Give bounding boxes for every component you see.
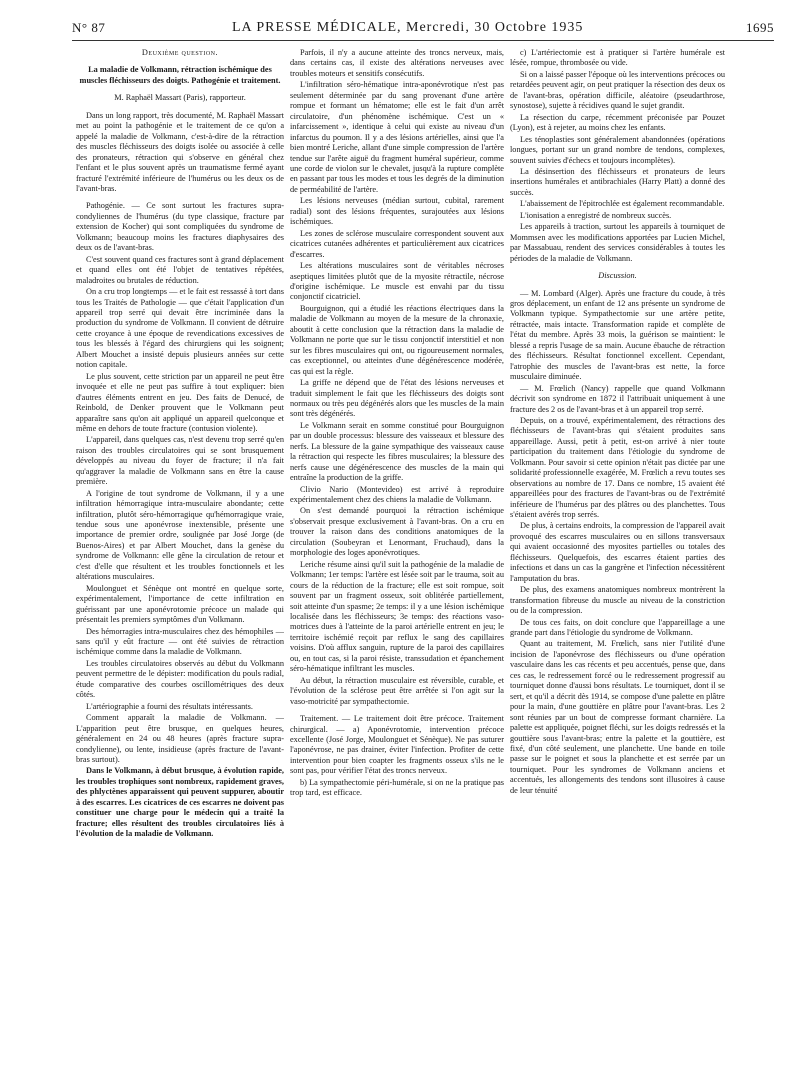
paragraph: Les lésions nerveuses (médian surtout, cubital, rarement radial) sont des lésions fréquentes, surajoutées aux lésions ischémiques.	[290, 196, 504, 227]
paragraph: La griffe ne dépend que de l'état des lésions nerveuses et traduit simplement le fait que les fléchisseurs des doigts sont normaux ou très peu dégénérés alors que les muscles de la main sont très dégénérés.	[290, 378, 504, 419]
paragraph: b) La sympathectomie péri-humérale, si on ne la pratique pas trop tard, est efficace.	[290, 777, 504, 798]
article-author: M. Raphaël Massart (Paris), rapporteur.	[114, 93, 246, 103]
column-3	[510, 48, 725, 1070]
discussion-paragraph: De plus, des examens anatomiques nombreux montrèrent la transformation fibreuse du muscle au niveau de la constriction ou de la compression.	[510, 585, 725, 616]
paragraph: Les zones de sclérose musculaire correspondent souvent aux cicatrices cutanées adhérentes et particulièrement aux cicatrices d'escarres.	[290, 228, 504, 259]
paragraph: La résection du carpe, récemment préconisée par Pouzet (Lyon), est à rejeter, au moins chez les enfants.	[510, 112, 725, 133]
paragraph: La désinsertion des fléchisseurs et pronateurs de leurs insertions humérales et antibrachiales (Harry Platt) a donné des succès.	[510, 166, 725, 197]
journal-title: LA PRESSE MÉDICALE, Mercredi, 30 Octobre 1935	[232, 20, 584, 35]
paragraph: Le Volkmann serait en somme constitué pour Bourguignon par un double processus: blessure des vaisseaux et blessure des nerfs. La blessure de la gaine sympathique des vaisseaux cause la rétraction qui respecte les fibres musculaires; la blessure des nerfs cause une dégénérescence des muscles de la main qui entraîne la production de la griffe.	[290, 420, 504, 483]
paragraph: Traitement. — Le traitement doit être précoce. Traitement chirurgical. — a) Aponévrotomie, intervention précoce excellente (José Jorge, Moulonguet et Sénèque). Ne pas suturer l'aponévrose, ne pas drainer, éviter l'infection. Profiter de cette intervention pour bien coapter les fragments osseux s'ils ne le sont pas, pour vérifier l'état des troncs nerveux.	[290, 714, 504, 776]
paragraph: A l'origine de tout syndrome de Volkmann, il y a une infiltration hémorragique intra-musculaire abondante; cette infiltration, plutôt séro-hémorragique qu'hémorragique vraie, tendue sous une aponévrose inextensible, présente une importance de premier ordre, soulignée par José Jorge (de Buenos-Aires) et par Albert Mouchet, dans la genèse du syndrome de Volkmann: elle gêne la circulation de retour et c'est d'elle que résultent et les troubles fonctionnels et les altérations musculaires.	[76, 488, 284, 582]
section-label: Deuxième question.	[141, 48, 219, 57]
paragraph: Le plus souvent, cette striction par un appareil ne peut être invoquée et elle ne peut pas suffire à tout expliquer: bien d'autres éléments entrent en jeu. Des faits de Denucé, de Reinbold, de Denker prouvent que le Volkmann peut apparaître sans qu'on ait appliqué un appareil quelconque et même en dehors de toute fracture (contusion violente).	[76, 371, 284, 433]
paragraph: L'artériographie a fourni des résultats intéressants.	[86, 701, 253, 711]
paragraph: Les ténoplasties sont généralement abandonnées (opérations longues, portant sur un grand nombre de tendons, complexes, souvent suivies d'échecs et toujours incomplètes).	[510, 134, 725, 165]
page-header	[72, 20, 774, 40]
paragraph: Leriche résume ainsi qu'il suit la pathogénie de la maladie de Volkmann; 1er temps: l'artère est lésée soit par le trauma, soit au cours de la réduction de la fracture; elle est soit rompue, soit souvent par un fragment osseux, soit oblitérée partiellement, soit atteinte d'un spasme; 2e temps: il y a une lésion ischémique localisée dans les fléchisseurs; 3e temps: des réactions vaso-motrices dues à l'atteinte de la paroi artérielle entrent en jeu; le territoire ischémié reçoit par reflux le sang des capillaires voisins. D'où afflux sanguin, rupture de la paroi des capillaires ou, en tout cas, si la paroi résiste, transsudation et épanchement séro-hématique infiltrant les muscles.	[290, 559, 504, 674]
paragraph: Clivio Nario (Montevideo) est arrivé à reproduire expérimentalement chez des chiens la maladie de Volkmann.	[290, 484, 504, 505]
paragraph: Les altérations musculaires sont de véritables nécroses aseptiques limitées plutôt que de la myosite rétractile, nécrose d'origine ischémique. Le muscle est envahi par du tissu conjonctif cicatriciel.	[290, 261, 504, 302]
paragraph: Parfois, il n'y a aucune atteinte des troncs nerveux, mais, dans certains cas, il existe des altérations nerveuses avec troubles moteurs et sensitifs consécutifs.	[290, 48, 504, 78]
discussion-paragraph: — M. Frœlich (Nancy) rappelle que quand Volkmann décrivit son syndrome en 1872 il l'attribuait uniquement à une fracture des 2 os de l'avant-bras et à un appareil trop serré.	[510, 383, 725, 414]
paragraph: Dans un long rapport, très documenté, M. Raphaël Massart met au point la pathogénie et le traitement de ce qu'on a appelé la maladie de Volkmann, c'est-à-dire de la rétraction des muscles fléchisseurs des doigts isolée ou associée à celle des pronateurs, rétraction qui s'observe en général chez l'enfant et le plus souvent après un traumatisme fermé ayant fracturé l'extrémité inférieure de l'humérus ou les deux os de l'avant-bras.	[76, 110, 284, 193]
issue-number: N° 87	[72, 20, 106, 35]
paragraph: L'infiltration séro-hématique intra-aponévrotique n'est pas seulement déterminée par du sang provenant d'une artère rompue et formant un hématome; elle est le fait d'un arrêt circulatoire, d'un phénomène ischémique. C'est un « infarcissement », identique à celui qui existe au niveau d'un infarctus du poumon. Il y a des lésions artérielles, ainsi que l'a bien montré Leriche, allant d'une simple compression de l'artère tendue sur l'arête aiguë du fragment huméral supérieur, comme une corde de violon sur le chevalet, jusqu'à la rupture complète en passant par tous les modes et tous les degrés de la diminution de perméabilité de l'artère.	[290, 80, 504, 194]
paragraph: On s'est demandé pourquoi la rétraction ischémique s'observait presque exclusivement à l'avant-bras. On a cru en trouver la raison dans des conditions anatomiques de la circulation (Soubeyran et Lenormant, Fruchaud), dans la morphologie des loges aponévrotiques.	[290, 506, 504, 558]
discussion-paragraph: Depuis, on a trouvé, expérimentalement, des rétractions des fléchisseurs de l'avant-bras qui s'étaient produites sans appareillage. Aussi, petit à petit, est-on arrivé à nier toute participation du traitement dans l'étiologie du syndrome de Volkmann. Pour savoir si cette opinion n'était pas dictée par une solidarité professionnelle exagérée, M. Frœlich a revu toutes ses observations au nombre de 17. Dans ce nombre, 15 avaient été appareillées pour des fractures de l'avant-bras ou de l'extrémité inférieure de l'humérus par des plâtres ou des planchettes. Tous s'étaient avérés trop serrés.	[510, 415, 725, 520]
discussion-heading: Discussion.	[598, 271, 637, 281]
paragraph: Si on a laissé passer l'époque où les interventions précoces ou retardées peuvent agir, on peut pratiquer la résection des deux os de l'avant-bras, opération difficile, aléatoire (pseudarthrose, synostose), sujette à récidives quand le sujet grandit.	[510, 69, 725, 111]
discussion-paragraph: De tous ces faits, on doit conclure que l'appareillage a une grande part dans l'étiologie du syndrome de Volkmann.	[510, 617, 725, 638]
discussion-paragraph: Quant au traitement, M. Frœlich, sans nier l'utilité d'une incision de l'aponévrose des fléchisseurs ou d'une opération vasculaire dans les cas récents et peu accentués, pense que, dans ces cas, le redressement forcé ou le redressement progressif au tourniquet donne d'aussi bons résultats. Le tourniquet, dont il se sert, et qu'il a décrit dès 1914, se compose d'une palette en plâtre pour la main, d'une gouttière en plâtre pour l'avant-bras. Les 2 sont réunies par un bout de compresse formant charnière. La palette est appliquée, poignet fléchi, sur les doigts redressés et la gouttière sous l'avant-bras; entre la palette et la gouttière, est fixé, d'un côté seulement, une planchette. Une bande en toile passe sur le poignet et sous la planchette et est serrée par un tourniquet. Pour les syndromes de Volkmann anciens et accentués, les allongements des tendons sont illusoires à cause de leur ténuité	[510, 639, 725, 795]
header-rule	[72, 40, 774, 41]
paragraph: L'abaissement de l'épitrochlée est également recommandable.	[520, 199, 725, 209]
paragraph: L'ionisation a enregistré de nombreux succès.	[520, 210, 672, 220]
paragraph: On a cru trop longtemps — et le fait est ressassé à tort dans tous les Traités de Pathologie — que c'était l'application d'un appareil trop serré qui devait être incriminée dans la production du syndrome de Volkmann. Il convient de détruire cette croyance à une époque de revendications excessives de tous les blessés à l'égard des chirurgiens qui les soignent; Albert Mouchet a insisté depuis plusieurs années sur cette notion capitale.	[76, 287, 284, 370]
paragraph: L'appareil, dans quelques cas, n'est devenu trop serré qu'en raison des troubles circulatoires qui se sont brusquement développés au niveau du foyer de fracture; il n'a fait qu'aggraver la maladie de Volkmann sans en être la cause première.	[76, 435, 284, 487]
paragraph: Les troubles circulatoires observés au début du Volkmann peuvent permettre de le dépister: modification du pouls radial, étude comparative des courbes oscillométriques des deux côtés.	[76, 658, 284, 700]
paragraph: Bourguignon, qui a étudié les réactions électriques dans la maladie de Volkmann au moyen de la mesure de la chronaxie, aboutit à cette conclusion que la rétraction dans la maladie de Volkmann ne porte que sur le tissu conjonctif interstitiel et non sur les fibres musculaires qui ont, ou rigoureusement normales, cas exceptionnel, ou atteintes d'une dégénérescence modérée, cas qui est la règle.	[290, 303, 504, 376]
paragraph: C'est souvent quand ces fractures sont à grand déplacement et quand elles ont été l'objet de tentatives répétées, maladroites ou brutales de réduction.	[76, 254, 284, 285]
paragraph: Dans le Volkmann, à début brusque, à évolution rapide, les troubles trophiques sont nombreux, rapidement graves, des phlyctènes apparaissent qui peuvent suppurer, aboutir à des escarres. Les cicatrices de ces escarres ne doivent pas constituer une charge pour le médecin qui a traité la fracture; elles résultent des troubles circulatoires liés à l'évolution de la maladie de Volkmann.	[76, 766, 284, 839]
paragraph: Moulonguet et Sénèque ont montré en quelque sorte, expérimentalement, l'importance de cette infiltration en guérissant par une aponévrotomie précoce un malade qui présentait les premiers symptômes d'un Volkmann.	[76, 583, 284, 625]
paragraph: Au début, la rétraction musculaire est réversible, curable, et l'évolution de la sclérose peut être arrêtée si l'on agit sur la vaso-motricité par sympathectomie.	[290, 675, 504, 706]
article-heading: La maladie de Volkmann, rétraction ischémique des muscles fléchisseurs des doigts. Pathogénie et traitement.	[79, 65, 281, 85]
paragraph: Des hémorragies intra-musculaires chez des hémophiles — sans qu'il y eût fracture — ont été suivies de rétraction ischémique comme dans la maladie de Volkmann.	[76, 626, 284, 657]
column-2	[290, 48, 504, 1070]
paragraph: c) L'artériectomie est à pratiquer si l'artère humérale est lésée, rompue, thrombosée ou vide.	[510, 48, 725, 68]
discussion-paragraph: — M. Lombard (Alger). Après une fracture du coude, à très gros déplacement, un enfant de 12 ans présente un syndrome de Volkmann typique. Sympathectomie sur une artère petite, rétractée, mais intacte. Transformation rapide et complète de l'état du membre. Après 33 mois, la guérison se maintient: le blessé a repris l'usage de sa main. Aucune ébauche de rétraction des fléchisseurs. Résultat fonctionnel excellent. Cependant, l'atrophie des muscles de l'avant-bras est nette, la force musculaire diminuée.	[510, 288, 725, 382]
paragraph: Comment apparaît la maladie de Volkmann. — L'apparition peut être brusque, en quelques heures, généralement en 24 ou 48 heures (après fracture supra-condylienne), ou lente, insidieuse (après fracture de l'avant-bras surtout).	[76, 713, 284, 764]
column-1	[76, 48, 284, 1070]
discussion-paragraph: De plus, à certains endroits, la compression de l'appareil avait provoqué des escarres musculaires ou en sillons transversaux qui avaient occasionné des myosites partielles ou totales des fléchisseurs. Quelquefois, des escarres étaient parties des infections et dans un cas la gangrène et l'infection nécessitèrent l'amputation du bras.	[510, 521, 725, 583]
paragraph: Les appareils à traction, surtout les appareils à tourniquet de Mommsen avec les modifications apportées par Lucien Michel, par Massabuau, rendent des services considérables à toutes les périodes de la maladie de Volkmann.	[510, 222, 725, 263]
page-number: 1695	[746, 20, 774, 35]
paragraph: Pathogénie. — Ce sont surtout les fractures supra-condyliennes de l'humérus (du type classique, fracture par extension de Kocher) qui sont compliquées du syndrome de Volkmann; beaucoup moins les fractures diaphysaires des deux os de l'avant-bras.	[76, 201, 284, 253]
